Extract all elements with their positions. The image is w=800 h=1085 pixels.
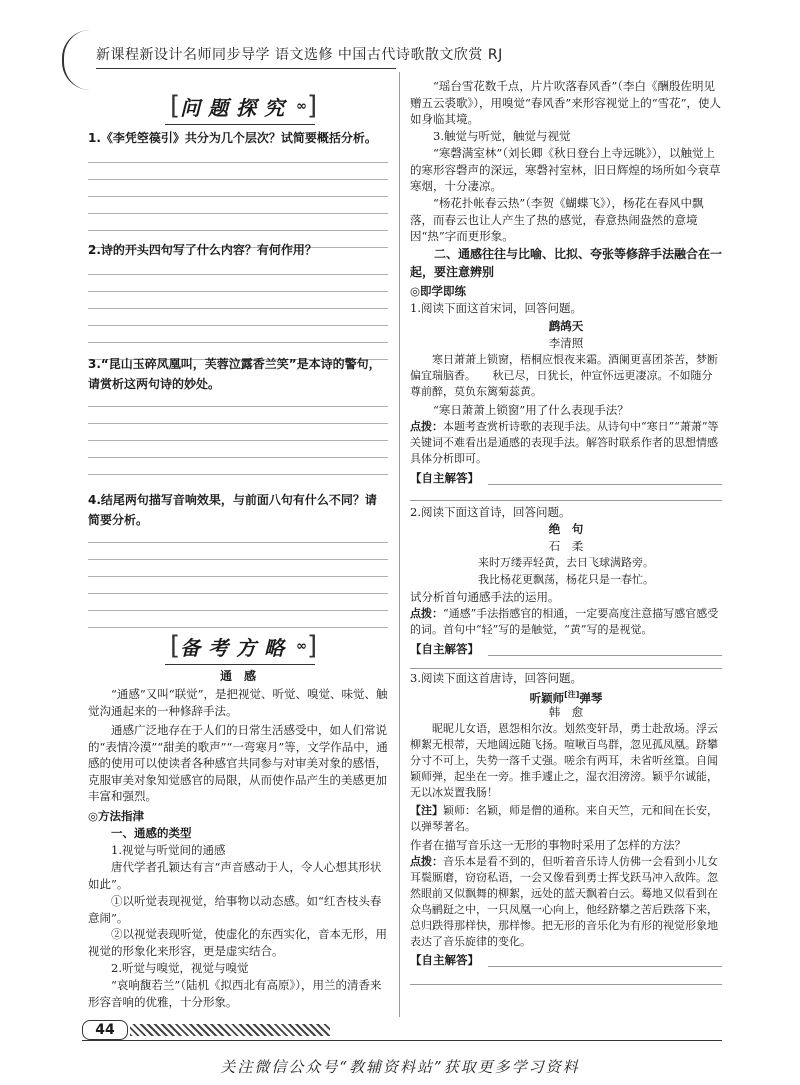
poem-text: 昵昵儿女语，恩怨相尔汝。划然变轩昂，勇士赴敌场。浮云柳絮无根蒂，天地阔远随飞扬。喧啾百鸟群，忽见孤凤凰。跻攀分寸不可上，失势一落千丈强。嗟余有两耳，未省听丝篁。自闻颖师弹，起坐在一旁。推手遽止之，湿衣泪滂滂。颖乎尔诚能，无以冰炭置我肠！ [410,722,718,799]
answer-label: 【自主解答】 [410,471,479,485]
page-number: 44 [82,1020,128,1040]
header-decoration [62,30,90,90]
page-number-hatch [130,1024,330,1036]
paragraph: 唐代学者孔颖达有言“声音感动于人，令人心想其形状如此”。 [88,860,382,891]
question-1: 1.《李凭箜篌引》共分为几个层次？试简要概括分析。 [88,131,377,145]
hint-label: 点拨： [410,855,443,868]
answer-field[interactable] [410,668,722,669]
question-prompt: 2.阅读下面这首诗，回答问题。 [410,505,571,519]
paragraph: “瑶台雪花数千点，片片吹落春风香”（李白《酬殷佐明见赠五云裘歌》），用嗅觉“春风香”来形容视觉上的“雪花”，使人如身临其境。 [410,79,722,126]
section-title-inquiry: [ 问题探究 ∞ ] [170,91,318,121]
question-ask: “寒日萧萧上锁窗”用了什么表现手法？ [433,403,629,417]
paragraph: ②以视觉表现听觉，使虚化的东西实化，音本无形，用视觉的形象化来形容，更是虚实结合。 [88,927,387,958]
paragraph: “哀响馥若兰”（陆机《拟西北有高原》），用兰的清香来形容音响的优雅，十分形象。 [88,978,382,1009]
hint-text: 本题考查赏析诗歌的表现手法。从诗句中“寒日”“萧萧”等关键词不难看出是通感的表现手法。解答时联系作者的思想情感具体分析即可。 [410,420,719,465]
question-3: 3.“昆山玉碎凤凰叫，芙蓉泣露香兰笑”是本诗的警句，请赏析这两句诗的妙处。 [88,357,381,391]
poem-author: 石 柔 [548,539,584,553]
swirl-icon: ∞ [296,98,307,114]
question-prompt: 1.阅读下面这首宋词，回答问题。 [410,301,582,315]
poem-author: 李清照 [548,336,584,350]
paragraph: “通感”又叫“联觉”，是把视觉、听觉、嗅觉、味觉、触觉沟通起来的一种修辞手法。 [88,687,388,718]
subheading: 二、通感往往与比喻、比拟、夸张等修辞手法融合在一起，要注意辨别 [410,247,723,279]
hint-text: 音乐本是看不到的，但听着音乐诗人仿佛一会看到小儿女耳鬓厮磨，窃窃私语，一会又像看到勇士挥戈跃马冲入敌阵。忽然眼前又似飘舞的柳絮，远处的蓝天飘着白云。蓦地又似看到在众鸟鹂跹之中，一只凤凰一心向上，他经跻攀之苦后跌落下来，总归跌得那样快，那样惨。把无形的音乐化为有形的视觉形象地表达了音乐旋律的变化。 [410,855,718,948]
header-rule [96,68,396,69]
subheading: 2.听觉与嗅觉，视觉与嗅觉 [111,961,249,975]
poem-text: 寒日萧萧上锁窗，梧桐应恨夜来霜。酒阑更喜团茶苦，梦断偏宜瑞脑香。 秋已尽，日犹长，仲宣怀远更凄凉。不如随分尊前醉，莫负东篱菊蕊黄。 [410,353,718,398]
paragraph: 通感广泛地存在于人们的日常生活感受中，如人们常说的“表情冷漠”“甜美的歌声”“一弯寒月”等，文学作品中，通感的使用可以使读者各种感官共同参与对审美对象的感悟，克服审美对象知觉感官的局限，从而使作品产生的美感更加丰富和强烈。 [88,723,388,803]
poem-line: 来时万缕弄轻黄，去日飞球满路旁。 [478,556,654,569]
hint-block [410,606,722,638]
answer-field[interactable] [488,484,722,485]
column-divider [399,72,400,1017]
footer-watermark: 关注微信公众号“教辅资料站”获取更多学习资料 [220,1058,580,1076]
poem-title: 鹧鸪天 [548,319,584,333]
question-2: 2.诗的开头四句写了什么内容？有何作用？ [88,243,317,257]
answer-lines-2 [88,258,388,360]
section-title-strategy: [ 备考方略 ∞ ] [170,631,318,661]
subheading: 3.触觉与听觉，触觉与视觉 [433,129,571,143]
answer-field[interactable] [488,966,722,967]
question-ask: 试分析首句通感手法的运用。 [410,590,560,604]
question-prompt: 3.阅读下面这首唐诗，回答问题。 [410,671,582,685]
answer-field[interactable] [488,655,722,656]
swirl-icon: ∞ [296,638,307,654]
section-underline [165,124,315,125]
question-ask: 作者在描写音乐这一无形的事物时采用了怎样的方法？ [410,838,686,852]
answer-lines-4 [88,526,388,628]
answer-field[interactable] [410,984,722,985]
poem-title: 听颖师[注]弹琴 [529,690,603,705]
section-underline [165,664,315,665]
paragraph: “杨花扑帐春云热”（李贺《蝴蝶飞》），杨花在春风中飘落，而春云也让人产生了热的感觉，春意热闹盎然的意境因“热”字而更形象。 [410,196,704,243]
answer-field[interactable] [410,500,722,501]
answer-lines-1 [88,146,388,248]
topic-heading: 通 感 [219,669,256,683]
hint-block [410,419,722,467]
hint-label: 点拨： [410,420,443,433]
footer-rule [82,1040,722,1041]
note-block [410,803,722,835]
hint-text: “通感”手法指感官的相通，一定要高度注意描写感官感受的词。首句中“轻”写的是触觉，“黄”写的是视觉。 [410,607,719,636]
subheading: 一、通感的类型 [111,826,192,840]
question-4: 4.结尾两句描写音响效果，与前面八句有什么不同？请简要分析。 [88,493,377,527]
note-label: 【注】 [410,804,443,817]
answer-label: 【自主解答】 [410,642,479,656]
poem-line: 我比杨花更飘荡，杨花只是一春忙。 [478,573,654,586]
subheading: 1.视觉与听觉间的通感 [111,843,226,857]
answer-label: 【自主解答】 [410,953,479,967]
paragraph: “寒磬满室林”（刘长卿《秋日登台上寺远眺》），以触觉上的寒形容磬声的深远，寒磬衬室林，旧日辉煌的场所如今衰草寒烟，十分凄凉。 [410,146,721,193]
page-header: 新课程新设计名师同步导学 语文选修 中国古代诗歌散文欣赏 RJ [96,47,503,63]
note-text: 颖师：名颖，师是僧的通称。来自天竺，元和间在长安，以弹琴著名。 [410,804,718,833]
poem-title: 绝 句 [548,522,584,536]
answer-lines-3 [88,390,388,475]
method-heading: ◎方法指津 [88,809,145,823]
hint-block [410,854,722,950]
poem-author: 韩 愈 [548,705,584,719]
paragraph: ①以听觉表现视觉，给事物以动态感。如“红杏枝头春意闹”。 [88,894,382,925]
practice-heading: ◎即学即练 [410,284,467,298]
hint-label: 点拨： [410,607,443,620]
